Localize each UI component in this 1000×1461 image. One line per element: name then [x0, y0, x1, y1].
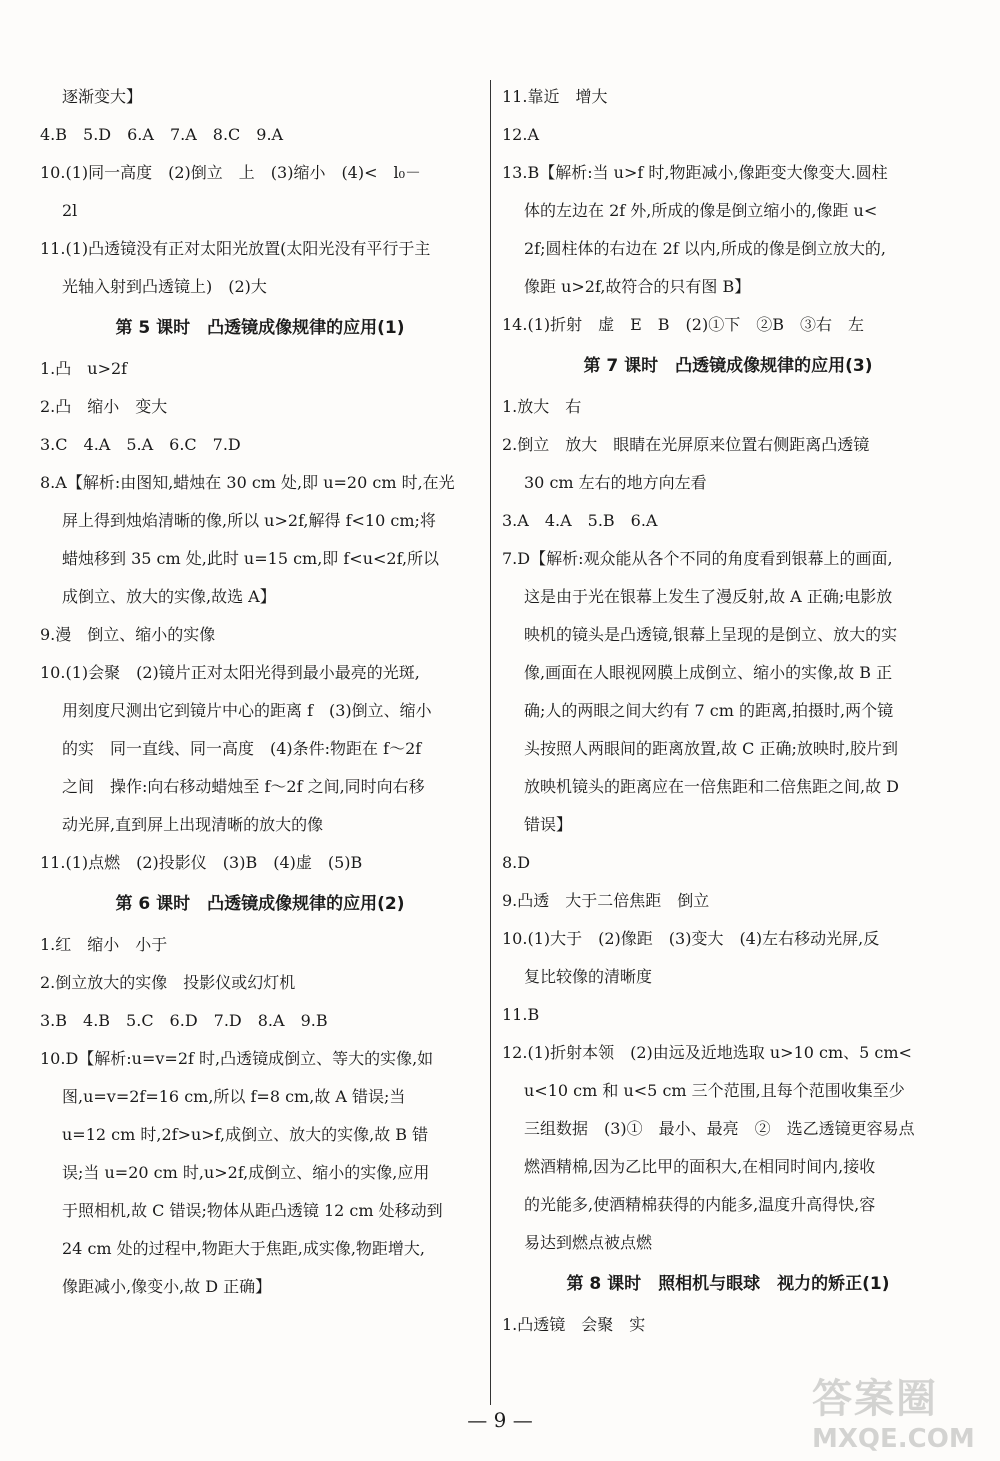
- answer-continuation: 这是由于光在银幕上发生了漫反射,故 A 正确;电影放: [524, 587, 893, 606]
- answer-continuation: 易达到燃点被点燃: [524, 1233, 653, 1252]
- answer-line: 3.A 4.A 5.B 6.A: [502, 511, 658, 530]
- answer-continuation: 30 cm 左右的地方向左看: [524, 473, 707, 492]
- answer-line: 1.凸 u>2f: [40, 359, 128, 378]
- page-number: — 9 —: [467, 1408, 533, 1432]
- answer-continuation: 体的左边在 2f 外,所成的像是倒立缩小的,像距 u<: [524, 201, 878, 220]
- answer-continuation: 复比较像的清晰度: [524, 967, 653, 986]
- answer-continuation: 映机的镜头是凸透镜,银幕上呈现的是倒立、放大的实: [524, 625, 898, 644]
- answer-line: 9.凸透 大于二倍焦距 倒立: [502, 891, 710, 910]
- answer-continuation: u<10 cm 和 u<5 cm 三个范围,且每个范围收集至少: [524, 1081, 905, 1100]
- section-heading: 第 5 课时 凸透镜成像规律的应用(1): [115, 318, 405, 338]
- left-column: [40, 78, 480, 1306]
- answer-continuation: 错误】: [524, 815, 573, 834]
- answer-continuation: 24 cm 处的过程中,物距大于焦距,成实像,物距增大,: [62, 1239, 426, 1258]
- right-column: [502, 78, 954, 1344]
- section-heading: 第 6 课时 凸透镜成像规律的应用(2): [115, 894, 405, 914]
- answer-continuation: 蜡烛移到 35 cm 处,此时 u=15 cm,即 f<u<2f,所以: [62, 549, 440, 568]
- answer-continuation: 的光能多,使酒精棉获得的内能多,温度升高得快,容: [524, 1195, 876, 1214]
- answer-continuation: 燃酒精棉,因为乙比甲的面积大,在相同时间内,接收: [524, 1157, 876, 1176]
- answer-continuation: 逐渐变大】: [62, 87, 143, 106]
- answer-line: 11.(1)点燃 (2)投影仪 (3)B (4)虚 (5)B: [40, 853, 363, 872]
- answer-line: 14.(1)折射 虚 E B (2)①下 ②B ③右 左: [502, 315, 864, 334]
- answer-line: 3.B 4.B 5.C 6.D 7.D 8.A 9.B: [40, 1011, 328, 1030]
- answer-continuation: 于照相机,故 C 错误;物体从距凸透镜 12 cm 处移动到: [62, 1201, 443, 1220]
- answer-line: 10.(1)会聚 (2)镜片正对太阳光得到最小最亮的光斑,: [40, 663, 420, 682]
- answer-continuation: 像,画面在人眼视网膜上成倒立、缩小的实像,故 B 正: [524, 663, 893, 682]
- answer-continuation: u=12 cm 时,2f>u>f,成倒立、放大的实像,故 B 错: [62, 1125, 429, 1144]
- answer-line: 11.(1)凸透镜没有正对太阳光放置(太阳光没有平行于主: [40, 239, 431, 258]
- answer-continuation: 用刻度尺测出它到镜片中心的距离 f (3)倒立、缩小: [62, 701, 432, 720]
- answer-line: 1.放大 右: [502, 397, 582, 416]
- answer-continuation: 的实 同一直线、同一高度 (4)条件:物距在 f～2f: [62, 739, 422, 758]
- answer-line: 2.倒立 放大 眼睛在光屏原来位置右侧距离凸透镜: [502, 435, 870, 454]
- answer-line: 11.靠近 增大: [502, 87, 608, 106]
- answer-continuation: 2l: [62, 201, 78, 220]
- answer-line: 10.(1)大于 (2)像距 (3)变大 (4)左右移动光屏,反: [502, 929, 880, 948]
- watermark-text: 答案圈: [812, 1376, 938, 1422]
- answer-line: 13.B【解析:当 u>f 时,物距减小,像距变大像变大.圆柱: [502, 163, 888, 182]
- answer-continuation: 误;当 u=20 cm 时,u>2f,成倒立、缩小的实像,应用: [62, 1163, 430, 1182]
- answer-line: 10.D【解析:u=v=2f 时,凸透镜成倒立、等大的实像,如: [40, 1049, 434, 1068]
- answer-line: 12.A: [502, 125, 539, 144]
- answer-line: 3.C 4.A 5.A 6.C 7.D: [40, 435, 241, 454]
- answer-line: 1.红 缩小 小于: [40, 935, 168, 954]
- answer-line: 1.凸透镜 会聚 实: [502, 1315, 646, 1334]
- answer-continuation: 放映机镜头的距离应在一倍焦距和二倍焦距之间,故 D: [524, 777, 900, 796]
- column-divider: [490, 80, 491, 1405]
- answer-line: 2.倒立放大的实像 投影仪或幻灯机: [40, 973, 296, 992]
- answer-continuation: 像距减小,像变小,故 D 正确】: [62, 1277, 272, 1296]
- answer-line: 9.漫 倒立、缩小的实像: [40, 625, 216, 644]
- answer-line: 4.B 5.D 6.A 7.A 8.C 9.A: [40, 125, 284, 144]
- answer-continuation: 确;人的两眼之间大约有 7 cm 的距离,拍摄时,两个镜: [524, 701, 894, 720]
- answer-continuation: 光轴入射到凸透镜上) (2)大: [62, 277, 267, 296]
- answer-continuation: 头按照人两眼间的距离放置,故 C 正确;放映时,胶片到: [524, 739, 898, 758]
- answer-line: 12.(1)折射本领 (2)由远及近地选取 u>10 cm、5 cm<: [502, 1043, 912, 1062]
- answer-continuation: 之间 操作:向右移动蜡烛至 f～2f 之间,同时向右移: [62, 777, 425, 796]
- watermark-logo: [812, 1367, 982, 1454]
- answer-continuation: 成倒立、放大的实像,故选 A】: [62, 587, 276, 606]
- answer-continuation: 三组数据 (3)① 最小、最亮 ② 选乙透镜更容易点: [524, 1119, 915, 1138]
- answer-continuation: 屏上得到烛焰清晰的像,所以 u>2f,解得 f<10 cm;将: [62, 511, 436, 530]
- answer-continuation: 动光屏,直到屏上出现清晰的放大的像: [62, 815, 324, 834]
- answer-continuation: 图,u=v=2f=16 cm,所以 f=8 cm,故 A 错误;当: [62, 1087, 406, 1106]
- answer-line: 10.(1)同一高度 (2)倒立 上 (3)缩小 (4)< l₀－: [40, 163, 422, 182]
- watermark-url: MXQE.COM: [812, 1424, 975, 1454]
- section-heading: 第 7 课时 凸透镜成像规律的应用(3): [583, 356, 873, 376]
- section-heading: 第 8 课时 照相机与眼球 视力的矫正(1): [566, 1274, 890, 1294]
- answer-line: 8.D: [502, 853, 531, 872]
- answer-line: 8.A【解析:由图知,蜡烛在 30 cm 处,即 u=20 cm 时,在光: [40, 473, 455, 492]
- answer-line: 2.凸 缩小 变大: [40, 397, 168, 416]
- answer-line: 7.D【解析:观众能从各个不同的角度看到银幕上的画面,: [502, 549, 893, 568]
- answer-line: 11.B: [502, 1005, 540, 1024]
- answer-continuation: 2f;圆柱体的右边在 2f 以内,所成的像是倒立放大的,: [524, 239, 886, 258]
- answer-continuation: 像距 u>2f,故符合的只有图 B】: [524, 277, 751, 296]
